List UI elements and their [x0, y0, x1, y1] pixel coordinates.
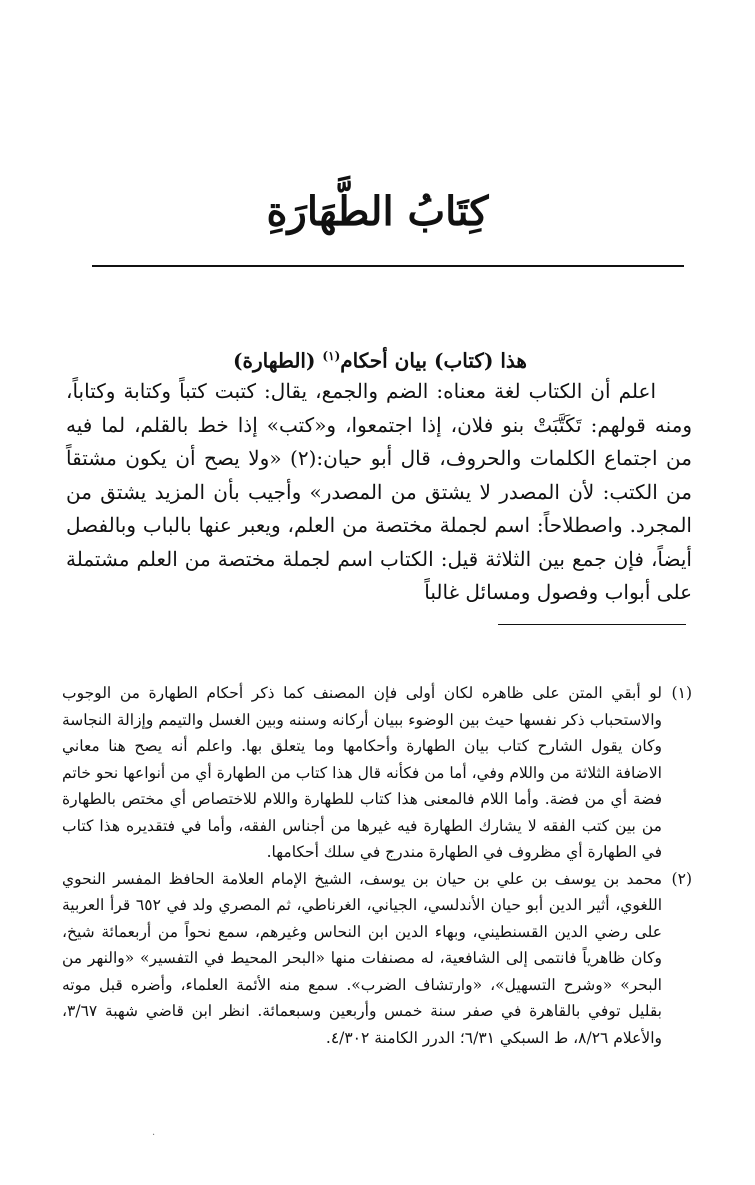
page-speck: · — [152, 1130, 156, 1141]
book-title: كِتَابُ الطَّهَارَةِ — [266, 188, 489, 235]
footnotes — [62, 680, 692, 1051]
section-heading-text: هذا (كتاب) بيان أحكام — [340, 348, 527, 373]
main-text — [66, 375, 692, 610]
section-heading — [70, 338, 690, 379]
footnote-ref-1: (١) — [322, 349, 341, 363]
footnote-number: (٢) — [671, 869, 692, 888]
footnote-2 — [62, 866, 692, 1052]
footnote-text: محمد بن يوسف بن علي بن حيان بن يوسف، الشيخ الإمام العلامة الحافظ المفسر النحوي اللغوي، أثير الدين أبو حيان الأندلسي، الجياني، الغرناطي، ثم المصري ولد في ٦٥٢ قرأ العربية على رضي الدين القسنطيني، وبهاء الدين ابن النحاس وغيرهم، سمع نحواً من أربعمائة شيخ، وكان ظاهرياً فانتمى إلى الشافعية، له مصنفات منها «البحر المحيط في التفسير» «والنهر من البحر» «وشرح التسهيل»، «وارتشاف الضرب». سمع منه الأئمة العلماء، وأضره قبل موته بقليل توفي بالقاهرة في صفر سنة خمس وأربعين وسبعمائة. انظر ابن قاضي شهبة ٣/٦٧، والأعلام ٨/٢٦، ط السبكي ٦/٣١؛ الدرر الكامنة ٤/٣٠٢. — [62, 869, 662, 1047]
title-divider — [92, 265, 684, 267]
footnote-number: (١) — [671, 684, 692, 702]
footnote-text: لو أبقي المتن على ظاهره لكان أولى فإن المصنف كما ذكر أحكام الطهارة من الوجوب والاستحباب ذكر نفسها حيث بين الوضوء ببيان أركانه وسننه وبين الغسل والتيمم وإزالة النجاسة وكان يقول الشارح كتاب بيان الطهارة وأحكامها وما يتعلق بها. واعلم أنه يصح هنا معاني الاضافة الثلاثة من واللام وفي، أما من فكأنه قال هذا كتاب من الطهارة أي من أنواعها نحو خاتم فضة أي من فضة. وأما اللام فالمعنى هذا كتاب للطهارة واللام للاختصاص أي مختص بالطهارة من بين كتب الفقه لا يشارك الطهارة فيه غيرها من أجناس الفقه، وأما في فتقديره هذا كتاب في الطهارة أي مظروف في الطهارة مندرج في سلك أحكامها. — [62, 684, 662, 861]
footnote-divider — [498, 624, 686, 625]
section-heading-subject: (الطهارة) — [233, 348, 323, 373]
footnote-1 — [62, 680, 692, 866]
body-paragraph: اعلم أن الكتاب لغة معناه: الضم والجمع، يقال: كتبت كتباً وكتابة وكتاباً، ومنه قولهم: تَكَتَّبَتْ بنو فلان، إذا اجتمعوا، و«كتب» إذا خط بالقلم، لما فيه من اجتماع الكلمات والحروف، قال أبو حيان:(٢) «ولا يصح أن يكون مشتقاً من الكتب: لأن المصدر لا يشتق من المصدر» وأجيب بأن المزيد يشتق من المجرد. واصطلاحاً: اسم لجملة مختصة من العلم، ويعبر عنها بالباب وبالفصل أيضاً، فإن جمع بين الثلاثة قيل: الكتاب اسم لجملة مختصة من العلم مشتملة على أبواب وفصول ومسائل غالباً — [66, 379, 692, 604]
